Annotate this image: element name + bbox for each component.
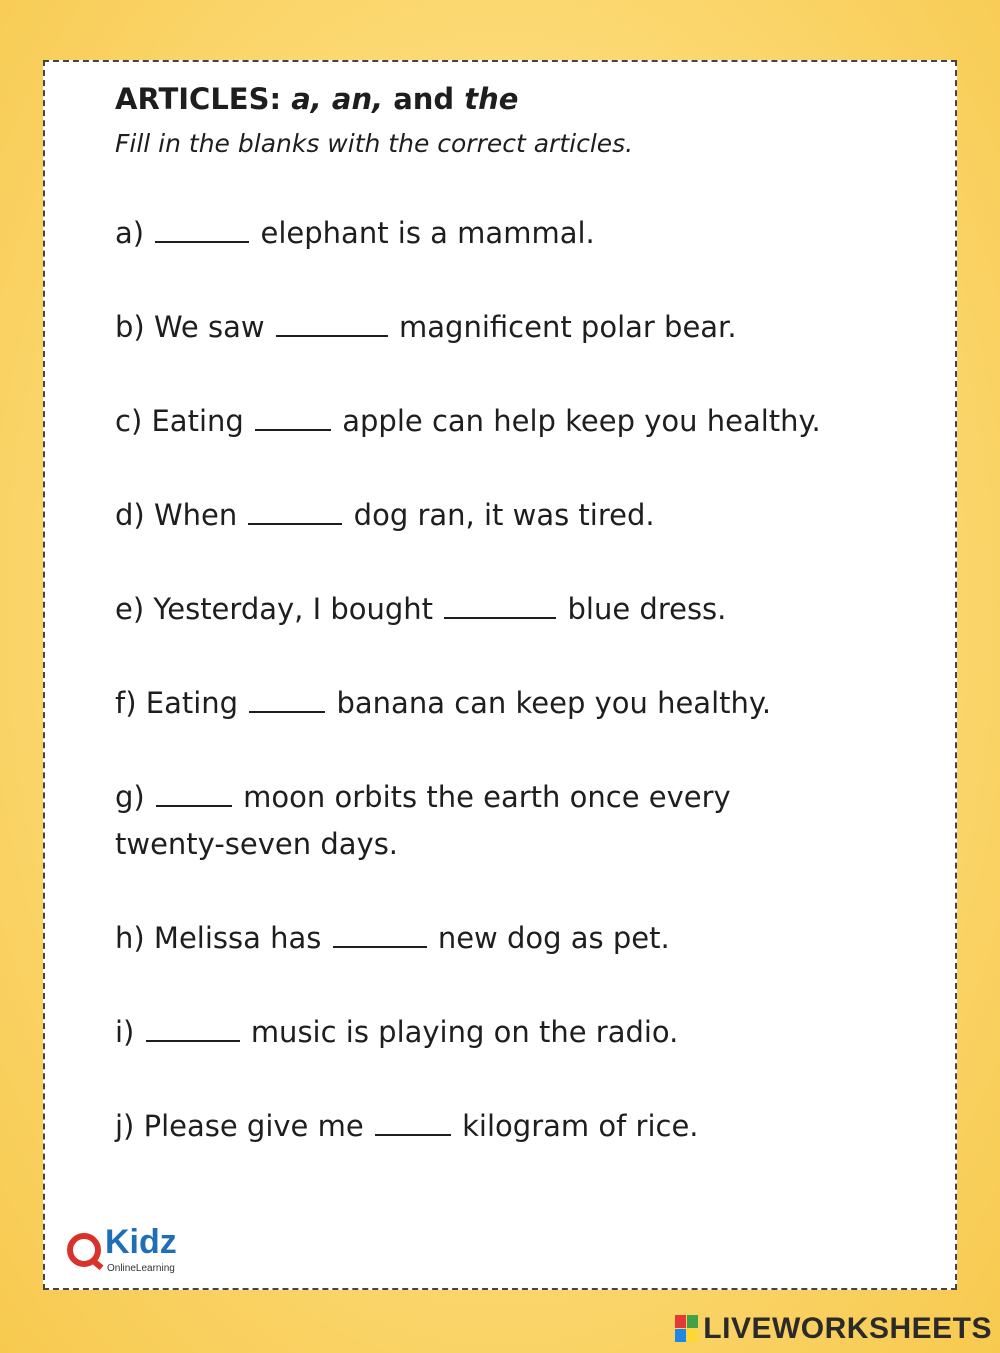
question-g: [115, 774, 731, 821]
worksheet-title: [115, 82, 518, 116]
question-g-line2: twenty-seven days.: [115, 827, 399, 861]
question-text: magnificent polar bear.: [399, 310, 737, 344]
question-text: banana can keep you healthy.: [336, 686, 772, 720]
question-d: [115, 492, 655, 539]
question-text: We saw: [153, 310, 265, 344]
answer-blank-g[interactable]: [156, 779, 232, 807]
question-label: j): [115, 1109, 135, 1143]
answer-blank-j[interactable]: [375, 1108, 451, 1136]
worksheet-card: [43, 60, 957, 1290]
question-j: [115, 1103, 699, 1150]
answer-blank-d[interactable]: [248, 497, 342, 525]
question-b: [115, 304, 737, 351]
question-text: Melissa has: [153, 921, 322, 955]
question-label: d): [115, 498, 145, 532]
answer-blank-e[interactable]: [444, 591, 556, 619]
answer-blank-c[interactable]: [255, 403, 331, 431]
question-text: kilogram of rice.: [462, 1109, 699, 1143]
question-text: Eating: [145, 686, 239, 720]
question-text: blue dress.: [567, 592, 727, 626]
question-c: [115, 398, 821, 445]
question-label: g): [115, 780, 145, 814]
answer-blank-h[interactable]: [333, 920, 427, 948]
liveworksheets-icon: [675, 1315, 699, 1343]
title-and: and: [383, 82, 465, 116]
qkidz-logo: [67, 1223, 197, 1277]
watermark-text: LIVEWORKSHEETS: [703, 1312, 992, 1345]
question-label: i): [115, 1015, 135, 1049]
question-i: [115, 1009, 678, 1056]
title-prefix: ARTICLES:: [115, 82, 292, 116]
question-a: [115, 210, 595, 257]
worksheet-instructions: Fill in the blanks with the correct articles.: [115, 129, 634, 158]
question-text: When: [153, 498, 238, 532]
question-text: moon orbits the earth once every: [243, 780, 731, 814]
question-text: Eating: [151, 404, 244, 438]
question-e: [115, 586, 726, 633]
question-text: elephant is a mammal.: [260, 216, 595, 250]
question-text: apple can help keep you healthy.: [342, 404, 821, 438]
question-text: music is playing on the radio.: [250, 1015, 679, 1049]
question-label: e): [115, 592, 145, 626]
question-label: h): [115, 921, 145, 955]
answer-blank-f[interactable]: [249, 685, 325, 713]
answer-blank-i[interactable]: [146, 1014, 240, 1042]
logo-tagline: OnlineLearning: [107, 1263, 175, 1274]
title-articles: a, an,: [291, 82, 384, 116]
question-label: c): [115, 404, 143, 438]
liveworksheets-watermark: [675, 1311, 992, 1347]
question-text: new dog as pet.: [437, 921, 670, 955]
answer-blank-b[interactable]: [276, 309, 388, 337]
question-f: [115, 680, 771, 727]
question-text: Please give me: [143, 1109, 364, 1143]
title-the: the: [464, 82, 519, 116]
logo-brand: Kidz: [105, 1223, 177, 1261]
question-text: dog ran, it was tired.: [353, 498, 655, 532]
question-text: Yesterday, I bought: [153, 592, 434, 626]
answer-blank-a[interactable]: [155, 215, 249, 243]
question-label: a): [115, 216, 145, 250]
q-icon: [67, 1233, 101, 1267]
question-h: [115, 915, 670, 962]
question-label: f): [115, 686, 137, 720]
question-label: b): [115, 310, 145, 344]
